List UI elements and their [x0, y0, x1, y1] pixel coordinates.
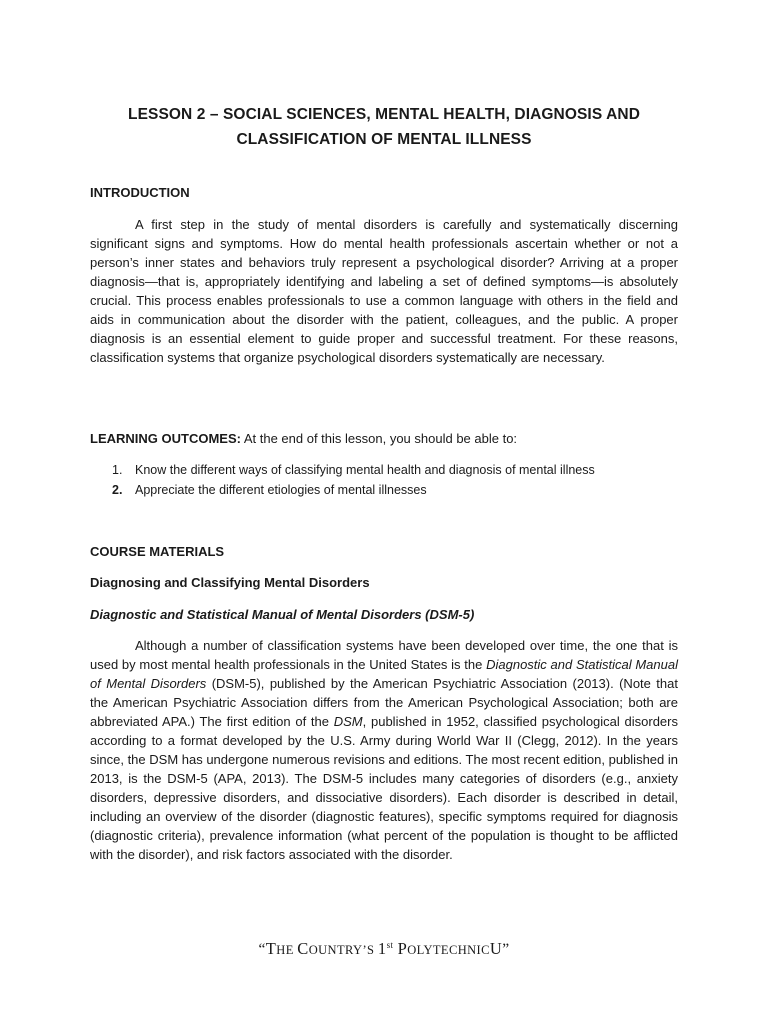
lesson-title	[60, 102, 708, 152]
footer-letter: T	[265, 939, 277, 958]
learning-outcomes-line	[90, 431, 517, 446]
dsm-paragraph-part: Although a number of classification systems have been developed over time, the one that is used by most mental health professionals in the United States is the	[90, 638, 678, 672]
lesson-title-line-2: CLASSIFICATION OF MENTAL ILLNESS	[236, 131, 532, 149]
footer-open-quote: “	[258, 941, 266, 958]
footer-smallcaps: OUNTRY’S	[308, 943, 378, 957]
dsm-paragraph-part: , published in 1952, classified psychological disorders according to a format developed by the U.S. Army during World War II (Clegg, 2012). In the years since, the DSM has undergone numerous revisions and editions. The most recent edition, published in 2013, is the DSM-5 (APA, 2013). The DSM-5 includes many categories of disorders (e.g., anxiety disorders, depressive disorders, and dissociative disorders). Each disorder is described in detail, including an overview of the disorder (diagnostic features), specific symptoms required for diagnosis (diagnostic criteria), prevalence information (what percent of the population is thought to be afflicted with the disorder), and risk factors associated with the disorder.	[90, 714, 678, 862]
footer-number: 1	[377, 939, 387, 958]
learning-outcomes-list	[112, 461, 595, 500]
learning-outcomes-intro: At the end of this lesson, you should be able to:	[240, 431, 518, 446]
list-item-text: Know the different ways of classifying mental health and diagnosis of mental illness	[135, 463, 595, 477]
footer-letter: P	[397, 939, 408, 958]
lesson-title-line-1: LESSON 2 – SOCIAL SCIENCES, MENTAL HEALTH, DIAGNOSIS AND	[128, 106, 640, 124]
list-item	[112, 461, 595, 481]
footer-motto	[0, 939, 768, 959]
introduction-heading: INTRODUCTION	[90, 185, 190, 200]
footer-letter: C	[297, 939, 309, 958]
footer-smallcaps: OLYTECHNIC	[407, 943, 490, 957]
list-item	[112, 481, 595, 501]
list-item-number: 2.	[112, 482, 123, 497]
list-item-text: Appreciate the different etiologies of mental illnesses	[135, 482, 427, 497]
footer-smallcaps: HE	[276, 943, 298, 957]
introduction-paragraph: A first step in the study of mental disorders is carefully and systematically discerning significant signs and symptoms. How do mental health professionals ascertain whether or not a person’s inner states and behaviors truly represent a psychological disorder? Arriving at a proper diagnosis—that is, appropriately identifying and labeling a set of defined symptoms—is absolutely crucial. This process enables professionals to use a common language with others in the field and aids in communication about the disorder with the patient, colleagues, and the public. A proper diagnosis is an essential element to guide proper and successful treatment. For these reasons, classification systems that organize psychological disorders systematically are necessary.	[90, 217, 678, 365]
course-materials-heading: COURSE MATERIALS	[90, 544, 225, 559]
footer-close-quote: ”	[502, 941, 510, 958]
dsm-subheading: Diagnostic and Statistical Manual of Mental Disorders (DSM-5)	[90, 607, 475, 622]
dsm-paragraph-part: (DSM-5), published by the American Psychiatric Association (2013). (Note that the American Psychiatric Association differs from the American Psychological Association; both are abbreviated APA.) The first edition of the	[90, 676, 678, 729]
dsm-title-italic: Diagnostic and Statistical Manual of Mental Disorders	[90, 657, 678, 691]
footer-letter: U	[489, 939, 503, 958]
dsm-abbrev-italic: DSM	[333, 714, 363, 729]
list-item-number: 1.	[112, 463, 123, 477]
section-subheading: Diagnosing and Classifying Mental Disorders	[90, 575, 370, 590]
footer-superscript: st	[386, 940, 394, 950]
dsm-paragraph	[90, 636, 678, 864]
learning-outcomes-label: LEARNING OUTCOMES:	[90, 431, 241, 446]
